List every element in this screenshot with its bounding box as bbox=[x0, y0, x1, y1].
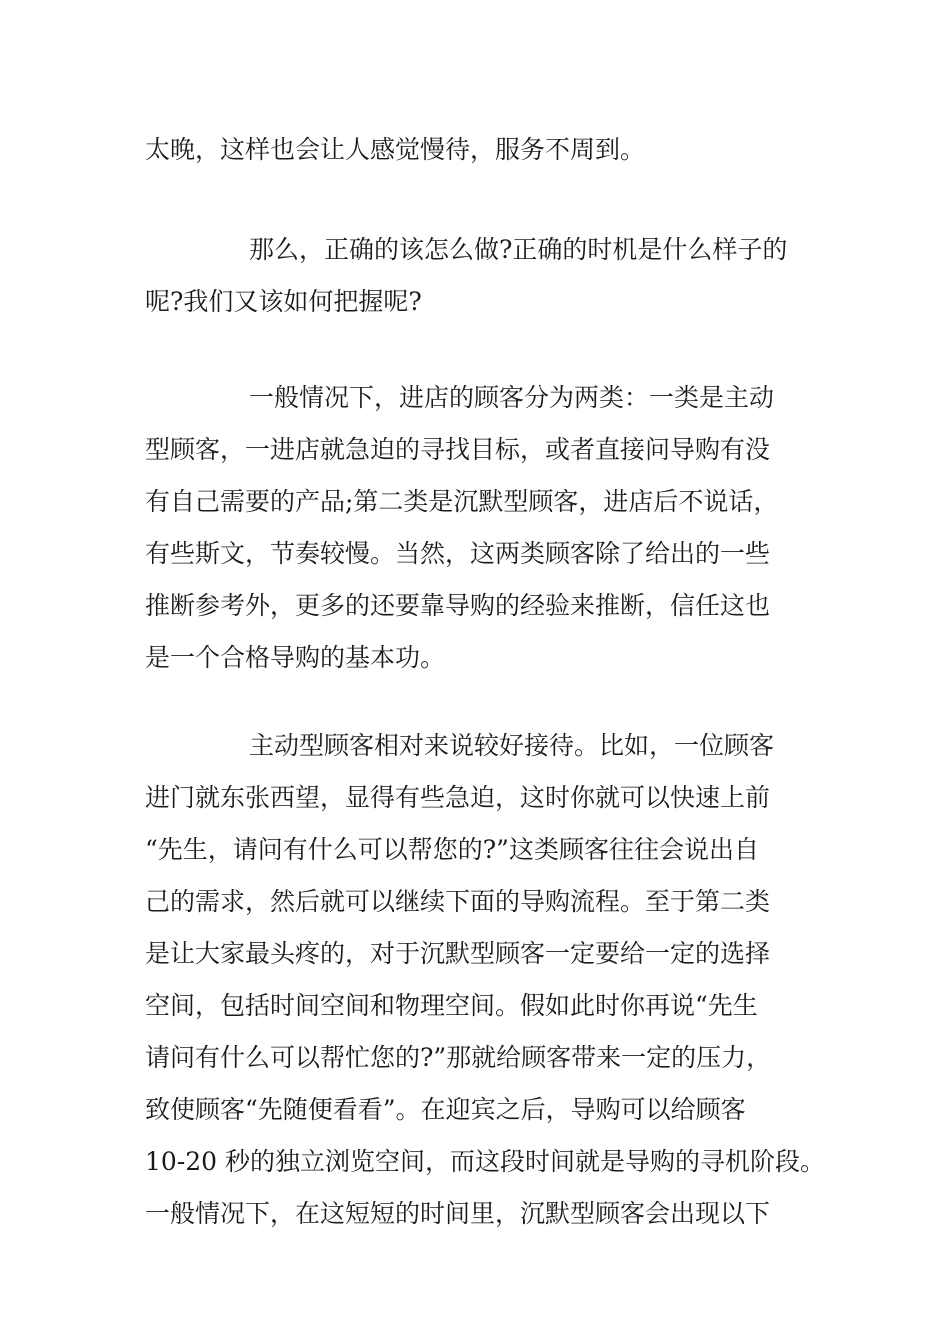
paragraph-1 bbox=[145, 124, 825, 176]
paragraph-line: 致使顾客“先随便看看”。在迎宾之后，导购可以给顾客 bbox=[145, 1095, 746, 1124]
paragraph-line: 主动型顾客相对来说较好接待。比如，一位顾客 bbox=[249, 731, 775, 760]
paragraph-line: 呢?我们又该如何把握呢? bbox=[145, 287, 422, 316]
paragraph-line: 是让大家最头疼的，对于沉默型顾客一定要给一定的选择 bbox=[145, 939, 771, 968]
paragraph-line: 10-20 秒的独立浏览空间，而这段时间就是导购的寻机阶段。 bbox=[145, 1147, 826, 1176]
paragraph-line: 那么，正确的该怎么做?正确的时机是什么样子的 bbox=[249, 235, 788, 264]
paragraph-4 bbox=[145, 720, 825, 1240]
paragraph-line: 请问有什么可以帮忙您的?”那就给顾客带来一定的压力， bbox=[145, 1043, 772, 1072]
paragraph-line: 太晚，这样也会让人感觉慢待，服务不周到。 bbox=[145, 135, 646, 164]
paragraph-line: 是一个合格导购的基本功。 bbox=[145, 643, 446, 672]
paragraph-line: 进门就东张西望，显得有些急迫，这时你就可以快速上前 bbox=[145, 783, 771, 812]
paragraph-line: “先生，请问有什么可以帮您的?”这类顾客往往会说出自 bbox=[145, 835, 759, 864]
paragraph-line: 一般情况下，在这短短的时间里，沉默型顾客会出现以下 bbox=[145, 1199, 771, 1228]
paragraph-line: 己的需求，然后就可以继续下面的导购流程。至于第二类 bbox=[145, 887, 771, 916]
paragraph-line: 型顾客，一进店就急迫的寻找目标，或者直接问导购有没 bbox=[145, 435, 771, 464]
paragraph-2 bbox=[145, 224, 825, 328]
paragraph-line: 一般情况下，进店的顾客分为两类：一类是主动 bbox=[249, 383, 775, 412]
paragraph-3 bbox=[145, 372, 825, 684]
paragraph-line: 空间，包括时间空间和物理空间。假如此时你再说“先生 bbox=[145, 991, 758, 1020]
paragraph-line: 有些斯文，节奏较慢。当然，这两类顾客除了给出的一些 bbox=[145, 539, 771, 568]
paragraph-line: 推断参考外，更多的还要靠导购的经验来推断，信任这也 bbox=[145, 591, 771, 620]
paragraph-line: 有自己需要的产品;第二类是沉默型顾客，进店后不说话， bbox=[145, 487, 779, 516]
